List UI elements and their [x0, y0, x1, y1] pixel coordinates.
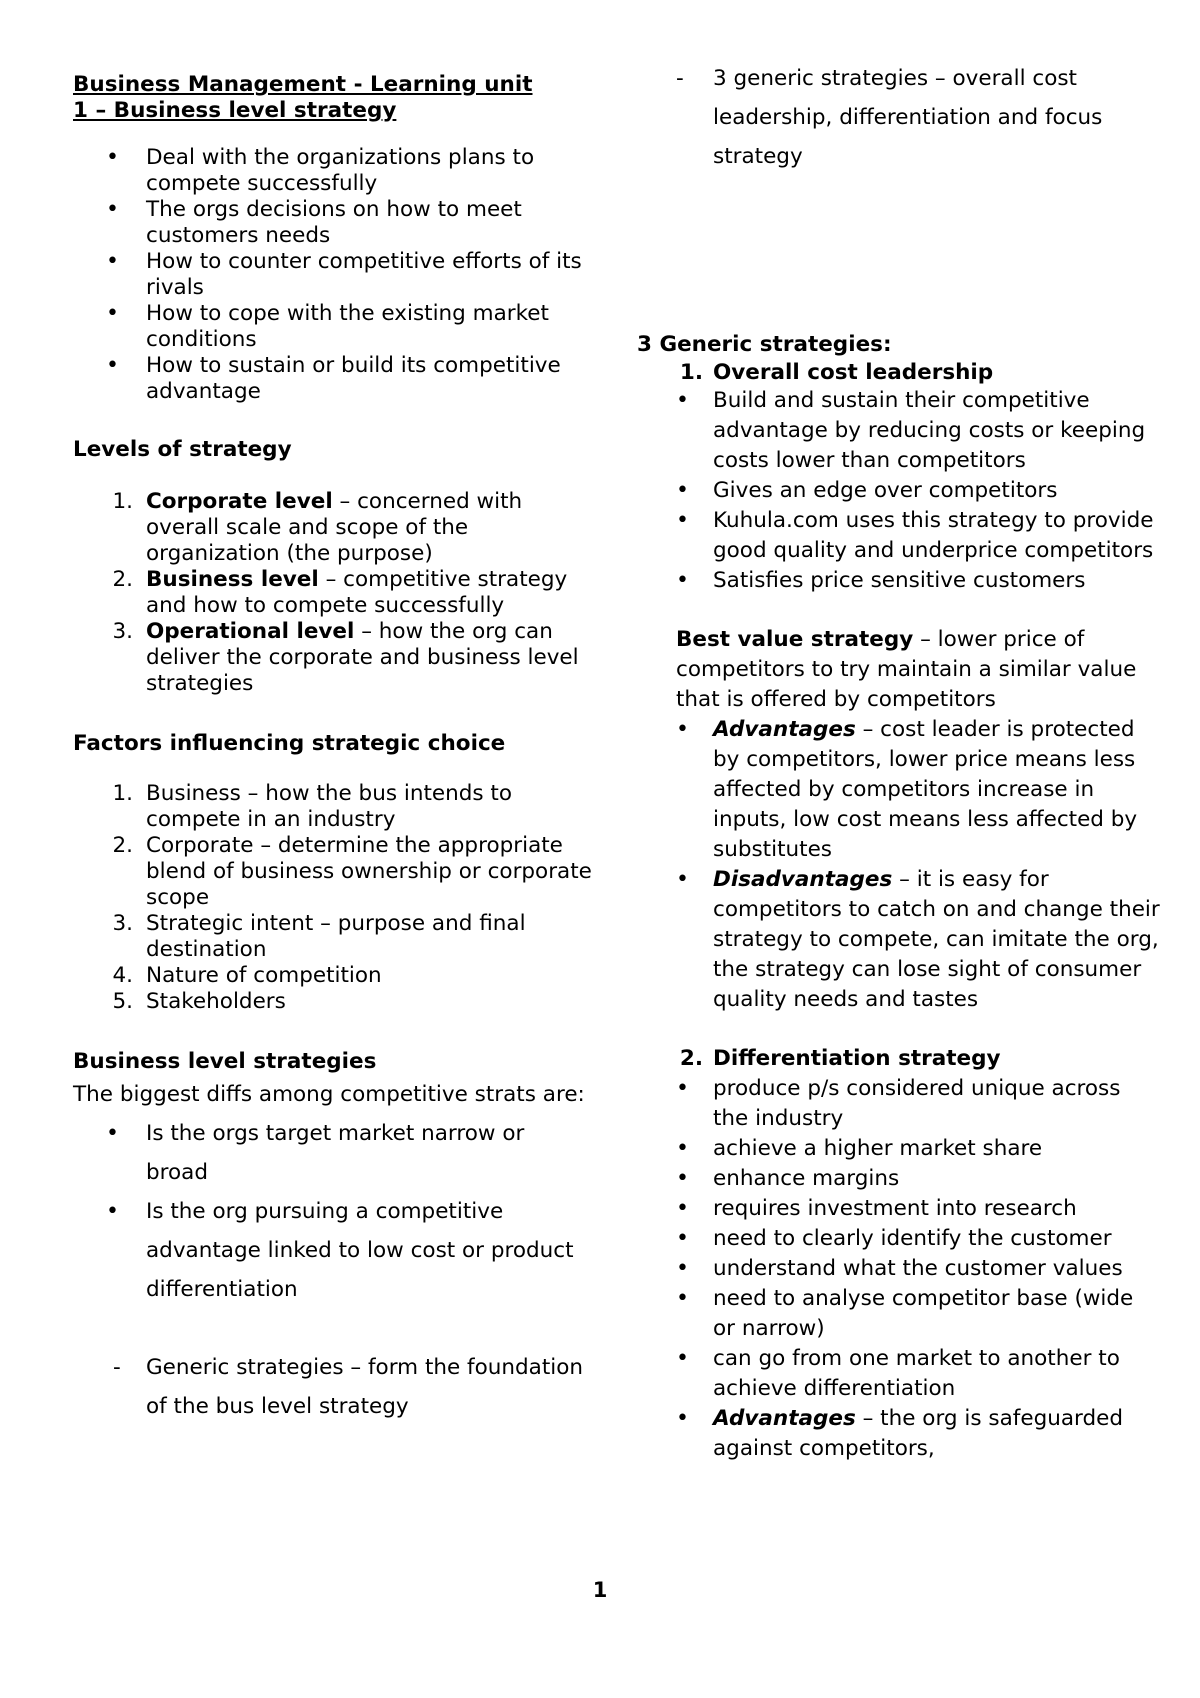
list-item: 3. Operational level – how the org can deliver the corporate and business level strategies [112, 619, 579, 696]
bullet-icon: • [106, 249, 119, 274]
list-item: • Disadvantages – it is easy for competitors to catch on and change their strategy to compete, can imitate the org, the strategy can lose sight of consumer quality needs and tastes [676, 867, 1160, 1012]
bullet-icon: • [676, 478, 689, 503]
levels-list [73, 489, 593, 697]
bullet-icon: • [676, 1196, 689, 1221]
list-item: • produce p/s considered unique across the industry [676, 1076, 1121, 1131]
bullet-icon: • [676, 867, 689, 892]
page-number: 1 [592, 1578, 608, 1602]
list-item: • can go from one market to another to achieve differentiation [676, 1346, 1120, 1401]
list-item: • requires investment into research [640, 1194, 1160, 1224]
levels-heading: Levels of strategy [73, 437, 292, 462]
bullet-icon: • [676, 1076, 689, 1101]
factors-heading: Factors influencing strategic choice [73, 731, 506, 756]
bullet-icon: • [676, 1286, 689, 1311]
bullet-icon: • [676, 1406, 689, 1431]
bls-bullet-list [73, 1114, 593, 1309]
bullet-icon: • [676, 1136, 689, 1161]
bullet-icon: • [106, 301, 119, 326]
list-item: • enhance margins [640, 1164, 1160, 1194]
bullet-icon: • [676, 388, 689, 413]
dash-icon: - [676, 66, 684, 91]
list-item: • achieve a higher market share [640, 1134, 1160, 1164]
list-item: • Is the orgs target market narrow or broad [73, 1114, 593, 1192]
list-item: 1. Corporate level – concerned with overall scale and scope of the organization (the purpose) [112, 489, 523, 566]
list-item: • How to cope with the existing market conditions [106, 301, 549, 352]
list-item: • Advantages – cost leader is protected by competitors, lower price means less affected by competitors increase in inputs, low cost means less affected by substitutes [676, 717, 1138, 862]
list-item: • understand what the customer values [640, 1254, 1160, 1284]
bullet-icon: • [676, 1226, 689, 1251]
list-item: 1. Business – how the bus intends to compete in an industry [112, 781, 513, 832]
list-item: • How to counter competitive efforts of its rivals [106, 249, 582, 300]
list-item: • Deal with the organizations plans to compete successfully [106, 145, 535, 196]
differentiation-bullet-list [640, 1074, 1160, 1464]
dash-icon: - [113, 1355, 121, 1380]
list-item: • need to analyse competitor base (wide or narrow) [676, 1286, 1134, 1341]
bullet-icon: • [106, 1121, 119, 1146]
generic-strategies-summary: - 3 generic strategies – overall cost leadership, differentiation and focus strategy [640, 59, 1160, 176]
bullet-icon: • [676, 1256, 689, 1281]
right-column [637, 66, 1160, 1464]
bullet-icon: • [676, 508, 689, 533]
differentiation-strategy-heading: 2. Differentiation strategy [679, 1046, 1001, 1071]
best-value-bullet-list [640, 715, 1160, 1015]
bullet-icon: • [106, 145, 119, 170]
bullet-icon: • [676, 1346, 689, 1371]
list-item: • Is the org pursuing a competitive advantage linked to low cost or product differentiation [73, 1192, 593, 1309]
factors-list [73, 781, 593, 1015]
intro-bullet-list [73, 145, 593, 405]
list-item: 5. Stakeholders [112, 989, 286, 1014]
list-item: • The orgs decisions on how to meet customers needs [106, 197, 522, 248]
list-item: 4. Nature of competition [112, 963, 382, 988]
list-item: • need to clearly identify the customer [640, 1224, 1160, 1254]
list-item: • Kuhula.com uses this strategy to provide good quality and underprice competitors [676, 508, 1154, 563]
business-level-strategies-heading: Business level strategies [73, 1049, 377, 1074]
list-item: • Build and sustain their competitive advantage by reducing costs or keeping costs lower than competitors [676, 388, 1146, 473]
bullet-icon: • [676, 717, 689, 742]
bullet-icon: • [676, 1166, 689, 1191]
list-item: • Advantages – the org is safeguarded against competitors, [676, 1406, 1124, 1461]
generic-strategies-note: - Generic strategies – form the foundation of the bus level strategy [73, 1348, 593, 1426]
ocl-bullet-list [640, 386, 1160, 596]
overall-cost-leadership-heading: 1. Overall cost leadership [679, 360, 994, 385]
bls-intro: The biggest diffs among competitive strats are: [73, 1082, 585, 1107]
bullet-icon: • [106, 1199, 119, 1224]
bullet-icon: • [106, 353, 119, 378]
best-value-strategy: Best value strategy – lower price of competitors to try maintain a similar value that is offered by competitors [676, 627, 1137, 712]
list-item: • How to sustain or build its competitive advantage [106, 353, 561, 404]
left-column [73, 72, 593, 1426]
list-item: 3. Strategic intent – purpose and final destination [112, 911, 526, 962]
list-item: • Satisfies price sensitive customers [640, 566, 1160, 596]
list-item: • Gives an edge over competitors [640, 476, 1160, 506]
list-item: 2. Corporate – determine the appropriate blend of business ownership or corporate scope [112, 833, 592, 910]
list-item: 2. Business level – competitive strategy and how to compete successfully [112, 567, 568, 618]
document-title: Business Management - Learning unit 1 – Business level strategy [73, 72, 533, 123]
generic-strategies-heading: 3 Generic strategies: [637, 332, 892, 357]
bullet-icon: • [106, 197, 119, 222]
bullet-icon: • [676, 568, 689, 593]
